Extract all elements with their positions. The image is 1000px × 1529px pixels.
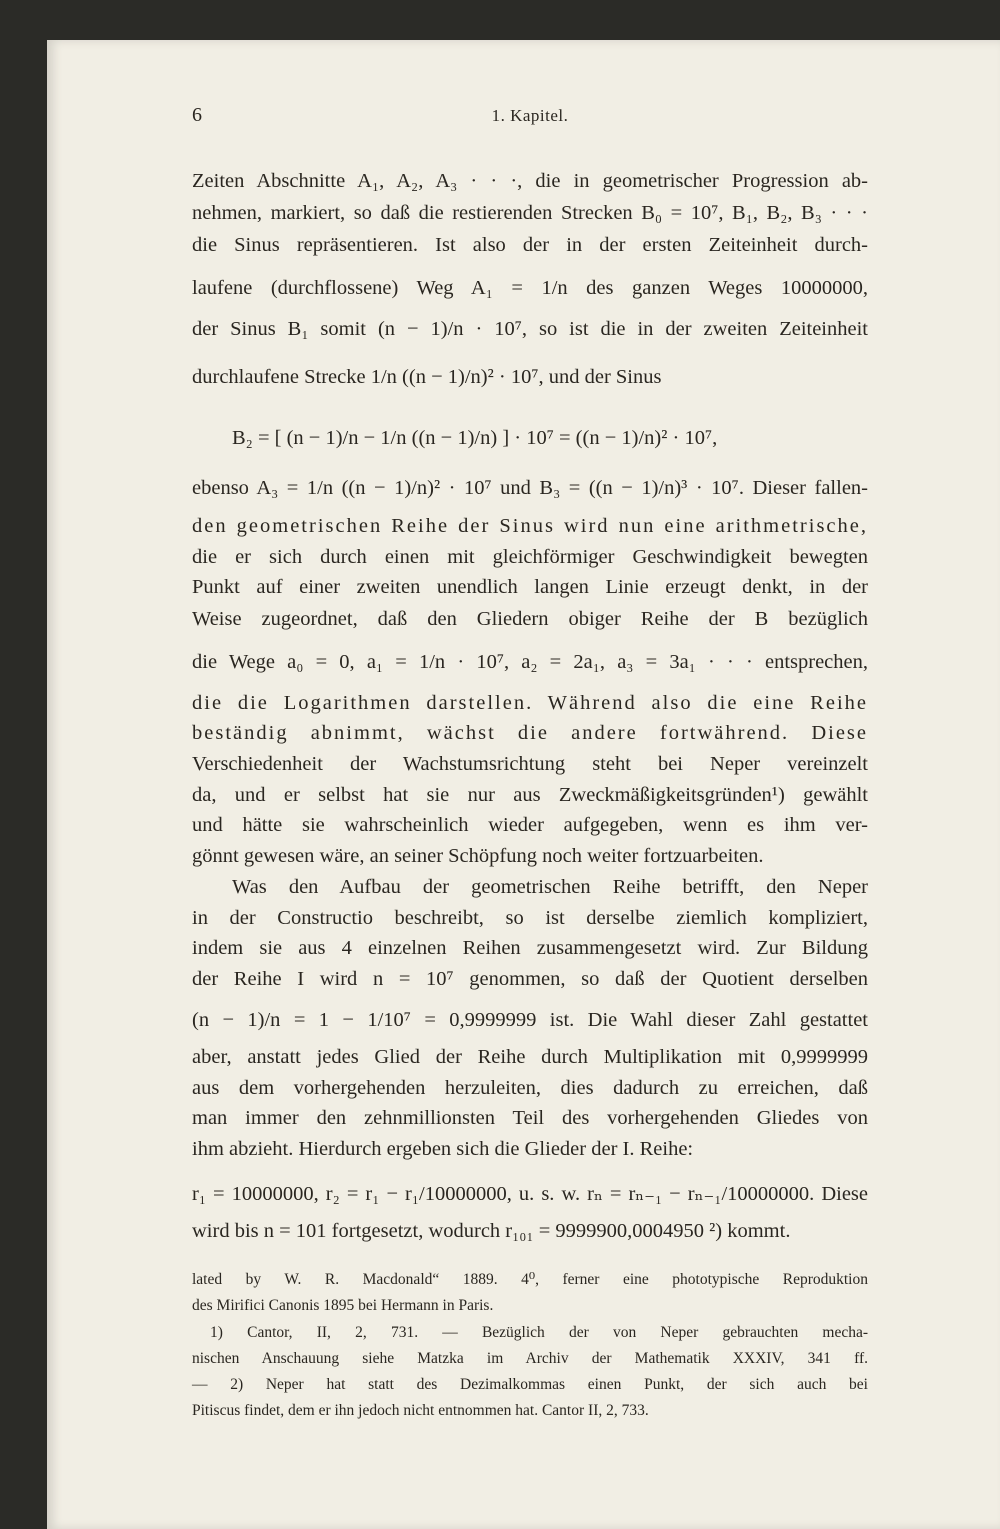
text-line: in der Constructio beschreibt, so ist derselbe ziemlich kompliziert, [192,907,868,929]
footnote-line: des Mirifici Canonis 1895 bei Hermann in Paris. [192,1297,494,1314]
text-line: die Sinus repräsentieren. Ist also der in der ersten Zeiteinheit durch- [192,234,868,256]
text-line: gönnt gewesen wäre, an seiner Schöpfung noch weiter fortzuarbeiten. [192,845,764,867]
footnote-line: lated by W. R. Macdonald“ 1889. 4⁰, ferner eine phototypische Reproduktion [192,1271,868,1288]
text-line: die Wege a₀ = 0, a₁ = 1/n · 10⁷, a₂ = 2a₁, a₃ = 3a₁ · · · entsprechen, [192,651,868,673]
footnote-line: 1) Cantor, II, 2, 731. — Bezüglich der von Neper gebrauchten mecha- [210,1324,868,1341]
text-line: indem sie aus 4 einzelnen Reihen zusammengesetzt wird. Zur Bildung [192,937,868,959]
text-line: beständig abnimmt, wächst die andere fortwährend. Diese [192,722,868,744]
text-line: da, und er selbst hat sie nur aus Zweckmäßigkeitsgründen¹) gewählt [192,784,868,806]
text-line: nehmen, markiert, so daß die restierenden Strecken B₀ = 10⁷, B₁, B₂, B₃ · · · [192,202,868,224]
footnote-line: Pitiscus findet, dem er ihn jedoch nicht entnommen hat. Cantor II, 2, 733. [192,1402,649,1419]
text-line: man immer den zehnmillionsten Teil des vorhergehenden Gliedes von [192,1107,868,1129]
text-line: Verschiedenheit der Wachstumsrichtung steht bei Neper vereinzelt [192,753,868,775]
text-line: (n − 1)/n = 1 − 1/10⁷ = 0,9999999 ist. Die Wahl dieser Zahl gestattet [192,1009,868,1031]
text-line: Zeiten Abschnitte A₁, A₂, A₃ · · ·, die in geometrischer Progression ab- [192,170,868,192]
footnote-line: — 2) Neper hat statt des Dezimalkommas einen Punkt, der sich auch bei [192,1376,868,1393]
text-line: wird bis n = 101 fortgesetzt, wodurch r₁₀₁ = 9999900,0004950 ²) kommt. [192,1220,791,1242]
text-line: und hätte sie wahrscheinlich wieder aufgegeben, wenn es ihm ver- [192,814,868,836]
running-header [192,104,868,128]
text-line: Weise zugeordnet, daß den Gliedern obiger Reihe der B bezüglich [192,608,868,630]
text-line: den geometrischen Reihe der Sinus wird nun eine arithmetrische, [192,515,868,537]
text-line: laufene (durchflossene) Weg A₁ = 1/n des ganzen Weges 10000000, [192,277,868,299]
text-line: aus dem vorhergehenden herzuleiten, dies dadurch zu erreichen, daß [192,1077,868,1099]
text-line: die er sich durch einen mit gleichförmiger Geschwindigkeit bewegten [192,546,868,568]
display-equation: B₂ = [ (n − 1)/n − 1/n ((n − 1)/n) ] · 10⁷ = ((n − 1)/n)² · 10⁷, [232,427,718,449]
page-number: 6 [192,104,202,126]
text-line: durchlaufene Strecke 1/n ((n − 1)/n)² · 10⁷, und der Sinus [192,366,662,388]
text-line: ihm abzieht. Hierdurch ergeben sich die Glieder der I. Reihe: [192,1138,694,1160]
text-line: der Sinus B₁ somit (n − 1)/n · 10⁷, so ist die in der zweiten Zeiteinheit [192,318,868,340]
text-line: aber, anstatt jedes Glied der Reihe durch Multiplikation mit 0,9999999 [192,1046,868,1068]
text-line: Was den Aufbau der geometrischen Reihe betrifft, den Neper [232,876,868,898]
text-line: r₁ = 10000000, r₂ = r₁ − r₁/10000000, u. s. w. rₙ = rₙ₋₁ − rₙ₋₁/10000000. Diese [192,1183,868,1205]
text-line: Punkt auf einer zweiten unendlich langen Linie erzeugt denkt, in der [192,576,868,598]
text-line: der Reihe I wird n = 10⁷ genommen, so daß der Quotient derselben [192,968,868,990]
chapter-title: 1. Kapitel. [491,106,569,125]
text-line: ebenso A₃ = 1/n ((n − 1)/n)² · 10⁷ und B₃ = ((n − 1)/n)³ · 10⁷. Dieser fallen- [192,477,868,499]
text-line: die die Logarithmen darstellen. Während also die eine Reihe [192,692,868,714]
footnote-line: nischen Anschauung siehe Matzka im Archiv der Mathematik XXXIV, 341 ff. [192,1350,868,1367]
